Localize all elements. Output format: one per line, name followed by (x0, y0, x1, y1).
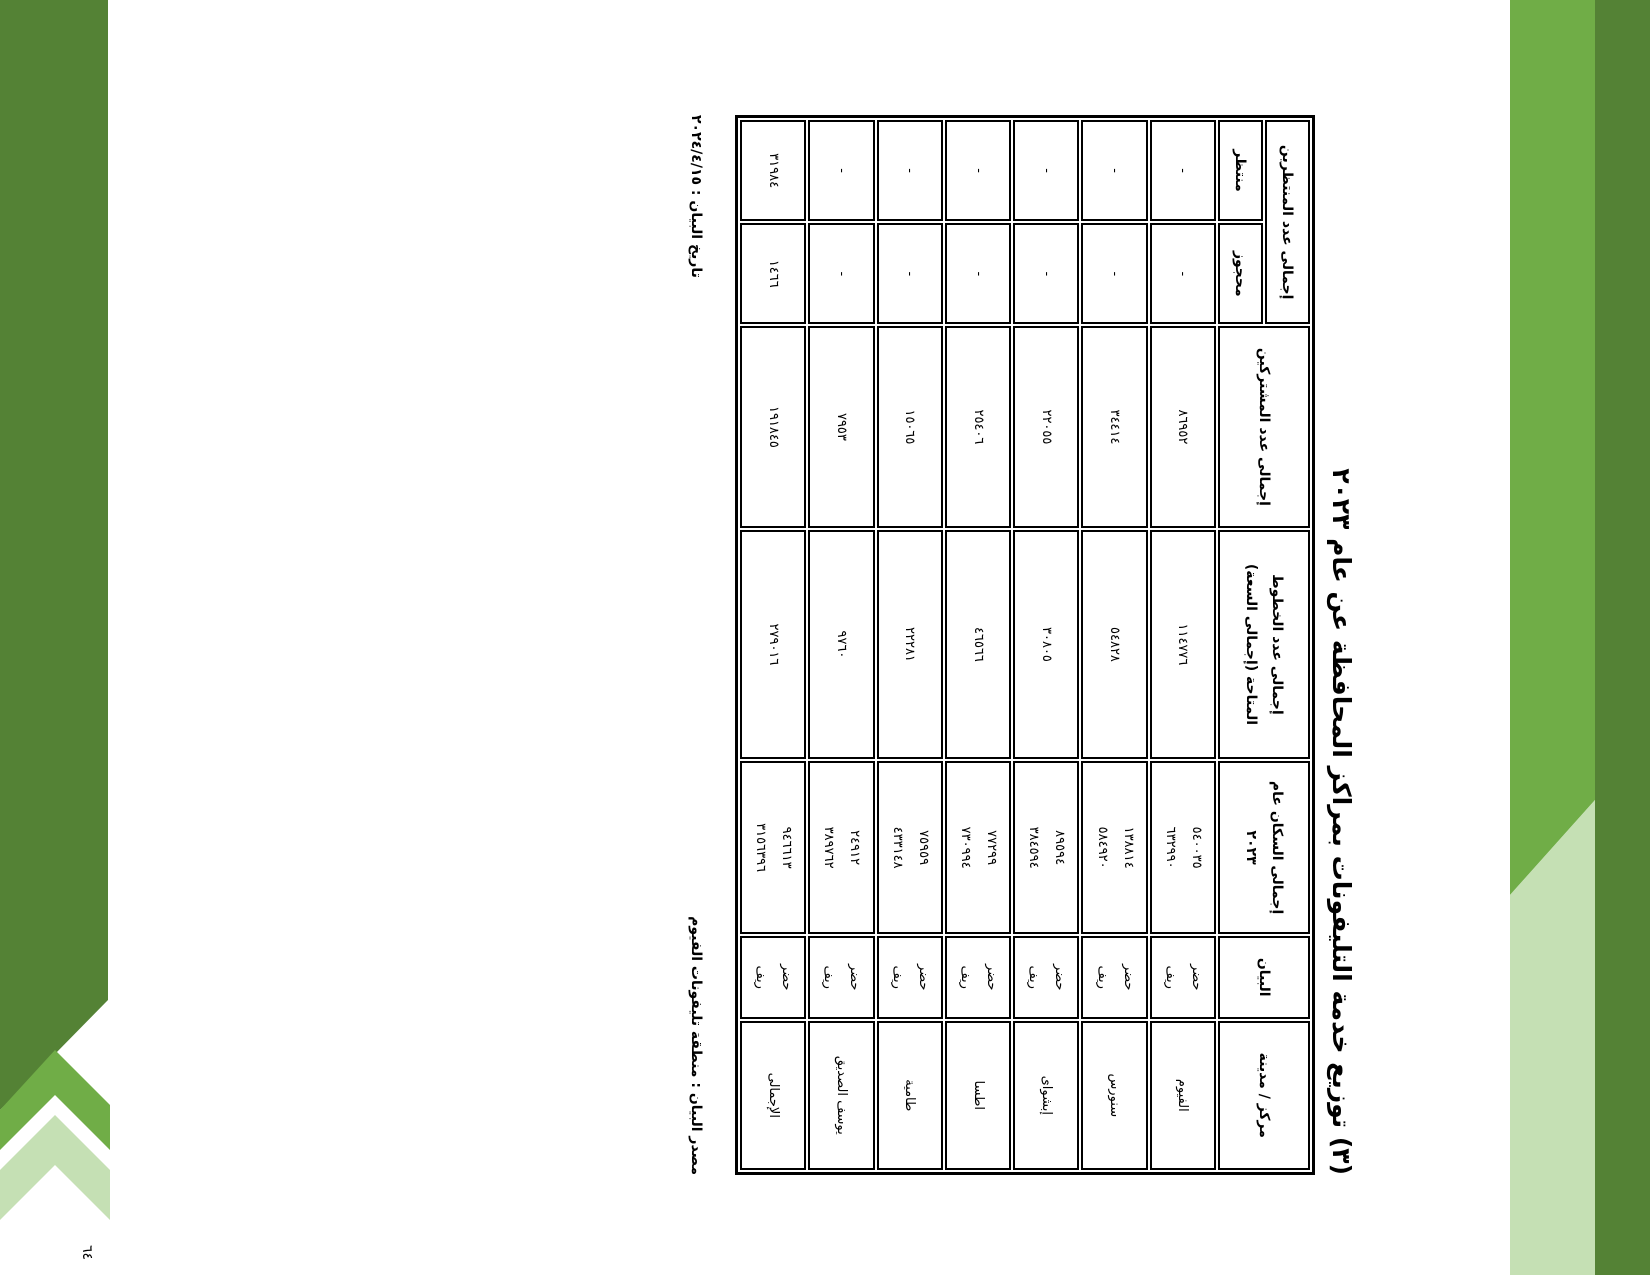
table-row (1150, 120, 1216, 1170)
urban-label: حضر (1188, 963, 1204, 991)
right-decorative-band (1510, 0, 1650, 1275)
center-cell: يوسف الصديق (808, 1021, 874, 1170)
urban-label: حضر (1052, 963, 1068, 991)
header-center: مركز / مدينة (1218, 1021, 1310, 1170)
rural-label: ريف (753, 965, 769, 989)
header-pending: منتظر (1218, 120, 1263, 221)
urban-label: حضر (915, 963, 931, 991)
urban-label: حضر (1120, 963, 1136, 991)
reserved-cell: ١٤٦٦ (740, 223, 806, 324)
statement-cell (808, 936, 874, 1019)
population-rural: ٣٨٩٧٦٢ (821, 826, 837, 869)
table-row (945, 120, 1011, 1170)
lines-cell: ٢٢٢٨١ (877, 530, 943, 760)
population-rural: ٧٣٠٩٩٤ (958, 826, 974, 869)
subscribers-cell: ٣٤٤١٤ (1081, 326, 1147, 527)
urban-label: حضر (984, 963, 1000, 991)
population-cell (945, 761, 1011, 933)
statement-cell (1081, 936, 1147, 1019)
reserved-cell: - (1150, 223, 1216, 324)
statement-cell (945, 936, 1011, 1019)
reserved-cell: - (1013, 223, 1079, 324)
table-title: (٣) توزيع خدمة التليفونات بمراكز المحافظة عن عام ٢٠٢٣ (1327, 468, 1356, 1175)
header-statement: البيان (1218, 936, 1310, 1019)
urban-label: حضر (847, 963, 863, 991)
population-urban: ٥٤٠٠٣٥ (1188, 826, 1204, 869)
header-population-line1: إجمالى السكان عام (1269, 780, 1285, 915)
population-cell (877, 761, 943, 933)
lines-cell: ٤٦٥٦٦ (945, 530, 1011, 760)
population-urban: ١٣٨٨١٤ (1120, 826, 1136, 869)
table-row-total (740, 120, 806, 1170)
lines-cell: ٩٧٦٠ (808, 530, 874, 760)
statement-cell (877, 936, 943, 1019)
population-rural: ٥٨٤٩٢٠ (1094, 826, 1110, 869)
pending-cell: - (1150, 120, 1216, 221)
center-cell: إبشواى (1013, 1021, 1079, 1170)
rural-label: ريف (958, 965, 974, 989)
rotated-page (670, 115, 1360, 1175)
pending-cell: ٣١٩٨٤ (740, 120, 806, 221)
pending-cell: - (945, 120, 1011, 221)
subscribers-cell: ٢٢٠٥٥ (1013, 326, 1079, 527)
statement-cell (740, 936, 806, 1019)
subscribers-cell: ١٥٠٦٥ (877, 326, 943, 527)
page-number: ٦٤ (79, 1245, 95, 1261)
reserved-cell: - (1081, 223, 1147, 324)
pending-cell: - (1013, 120, 1079, 221)
lines-cell: ٣٠٨٠٥ (1013, 530, 1079, 760)
subscribers-cell: ٨٦٩٥٢ (1150, 326, 1216, 527)
population-cell (808, 761, 874, 933)
population-cell (1150, 761, 1216, 933)
source-note: مصدر البيان : منطقة تليفونات الفيوم (688, 916, 704, 1175)
reserved-cell: - (945, 223, 1011, 324)
table-row (808, 120, 874, 1170)
rural-label: ريف (889, 965, 905, 989)
population-cell (1081, 761, 1147, 933)
rural-label: ريف (1026, 965, 1042, 989)
lines-cell: ٢٧٩٠١٦ (740, 530, 806, 760)
subscribers-cell: ١٩١٨٤٥ (740, 326, 806, 527)
header-lines (1218, 530, 1310, 760)
table-row (877, 120, 943, 1170)
lines-cell: ١١٤٧٧٦ (1150, 530, 1216, 760)
rural-label: ريف (1094, 965, 1110, 989)
telephone-distribution-table (735, 115, 1315, 1175)
pending-cell: - (877, 120, 943, 221)
left-decorative-band (0, 0, 110, 1275)
center-cell: اطسا (945, 1021, 1011, 1170)
population-urban: ٢٤٩١٢ (847, 830, 863, 866)
header-reserved: محجوز (1218, 223, 1263, 324)
header-waiting: إجمالى عدد المنتظرين (1265, 120, 1310, 324)
center-cell: سنورس (1081, 1021, 1147, 1170)
reserved-cell: - (877, 223, 943, 324)
header-lines-line1: إجمالى عدد الخطوط (1269, 574, 1285, 715)
population-urban: ٧٥٩٥٩ (915, 830, 931, 866)
rural-label: ريف (821, 965, 837, 989)
date-note: تاريخ البيان : ٢٠٢٤/٤/١٥ (688, 115, 704, 278)
header-population-line2: ٢٠٢٣ (1243, 830, 1259, 865)
statement-cell (1150, 936, 1216, 1019)
population-rural: ٣٨٤٥٩٤ (1026, 826, 1042, 869)
subscribers-cell: ٧٩٥٣ (808, 326, 874, 527)
statement-cell (1013, 936, 1079, 1019)
pending-cell: - (808, 120, 874, 221)
pending-cell: - (1081, 120, 1147, 221)
population-rural: ٦٣٢٩٩٠ (1162, 826, 1178, 869)
population-rural: ٣١٥٦٣٩٦ (753, 823, 769, 873)
table-container (735, 115, 1315, 1175)
population-cell (1013, 761, 1079, 933)
population-urban: ٨٩٥٩٤ (1052, 830, 1068, 866)
urban-label: حضر (779, 963, 795, 991)
subscribers-cell: ٢٥٤٠٦ (945, 326, 1011, 527)
lines-cell: ٥٤٨٢٨ (1081, 530, 1147, 760)
header-population (1218, 761, 1310, 933)
reserved-cell: - (808, 223, 874, 324)
header-subscribers: إجمالى عدد المشتركين (1218, 326, 1310, 527)
table-row (1013, 120, 1079, 1170)
header-lines-line2: المتاحة (إجمالى السعة) (1243, 563, 1259, 726)
population-urban: ٧٧٢٩٩ (984, 830, 1000, 866)
rural-label: ريف (1162, 965, 1178, 989)
center-cell: طامية (877, 1021, 943, 1170)
population-cell (740, 761, 806, 933)
center-cell: الفيوم (1150, 1021, 1216, 1170)
table-row (1081, 120, 1147, 1170)
population-urban: ٩٤٦٦١٣ (779, 826, 795, 869)
population-rural: ٤٣٣١٤٨ (889, 826, 905, 869)
center-cell: الإجمالى (740, 1021, 806, 1170)
